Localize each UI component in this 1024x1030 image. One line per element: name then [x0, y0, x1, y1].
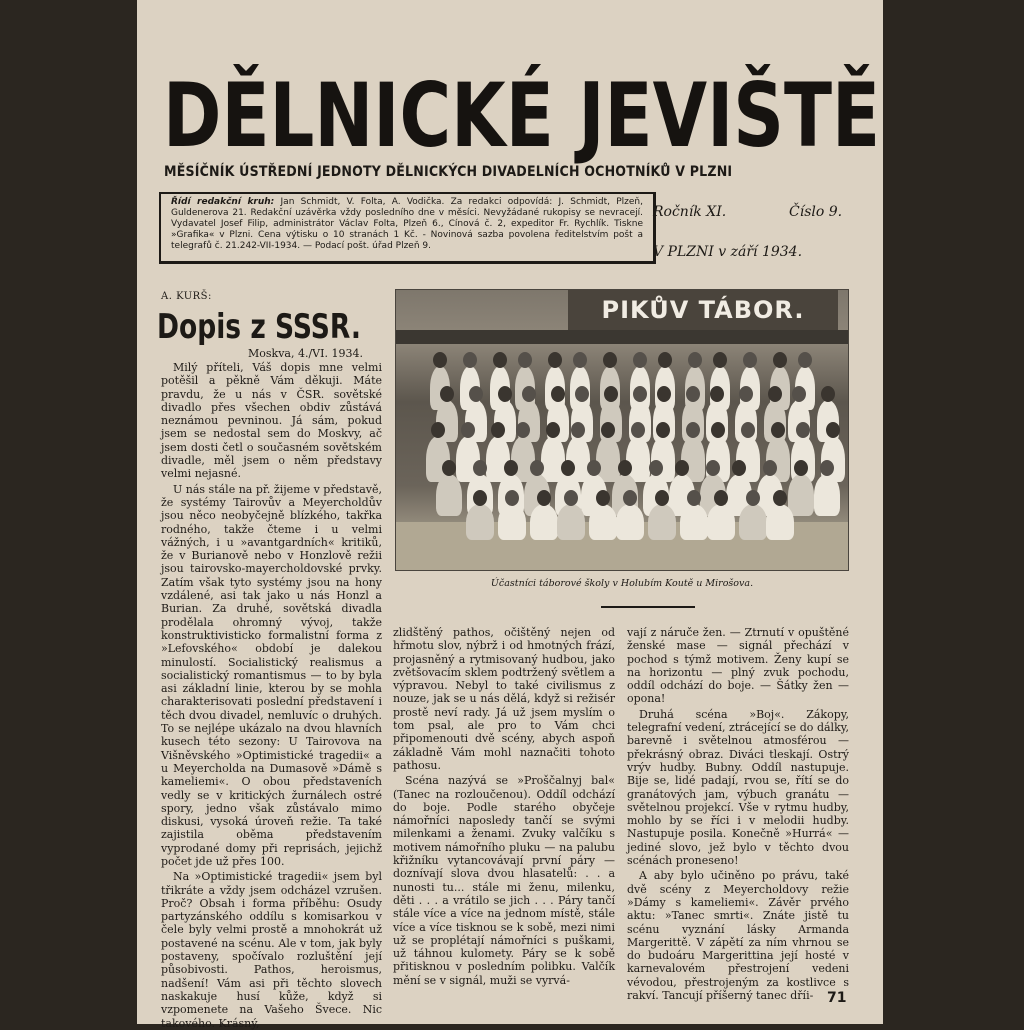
photo-person-head — [658, 352, 672, 368]
paragraph: zlidštěný pathos, očištěný nejen od hřmotu slov, nýbrž i od hmotných frází, projasněný a rytmisovaný hudbou, jako zvětšovacím sklem podtržený světlem a výpravou. Nebyl to také civilismus z nouze, jak se u nás dělá, když si režisér prostě neví rady. Já už jsem myslím o tom psal, ale pro to Vám chci připomenouti dvě scény, abych aspoň základně Vám mohl naznačiti tohoto pathosu. — [393, 626, 615, 772]
photo-person-head — [516, 422, 530, 438]
photo-person-head — [440, 386, 454, 402]
article-dateline: Moskva, 4./VI. 1934. — [248, 347, 363, 360]
photo-person — [648, 504, 676, 540]
photo-person-head — [714, 490, 728, 506]
newspaper-page — [137, 0, 883, 1030]
paragraph: Scéna nazývá se »Proščalnyj bal« (Tanec na rozloučenou). Oddíl odchází do boje. Podle starého obyčeje námořníci naposledy tančí se svými milenkami a ženami. Zvuky valčíku s motivem námořního pluku — na palubu křižníku vytancovávají první páry — doznívají slova dvou hlasatelů: . . a nunosti tu... stále mi ženu, milenku, děti . . . a vrátilo se jich . . . Páry tančí stále více a více na jednom místě, stále více a více tisknou se k sobě, mezi nimi už se proplétají námořníci s puškami, už táhnou kulomety. Páry se k sobě přitisknou v posledním polibku. Valčík mění se v signál, muži se vyrvá- — [393, 774, 615, 987]
photo-person-head — [442, 460, 456, 476]
photo-person-head — [537, 490, 551, 506]
photo-person-head — [633, 386, 647, 402]
masthead-title: DĚLNICKÉ JEVIŠTĚ — [163, 64, 881, 167]
photo-person-head — [711, 422, 725, 438]
photo-person-head — [575, 386, 589, 402]
photo-person-head — [548, 352, 562, 368]
photo-person-head — [631, 422, 645, 438]
photo-person-head — [743, 352, 757, 368]
photo-person-head — [564, 490, 578, 506]
photo-person-head — [596, 490, 610, 506]
photo-person-head — [794, 460, 808, 476]
photo-person-head — [821, 386, 835, 402]
photo-person-head — [773, 490, 787, 506]
photo-person-head — [601, 422, 615, 438]
photo-person-head — [618, 460, 632, 476]
issue-year: Ročník XI. — [653, 204, 727, 220]
photo-person-head — [655, 490, 669, 506]
photo-person-head — [504, 460, 518, 476]
photo-person-head — [551, 386, 565, 402]
photo-person — [557, 504, 585, 540]
photo-person-head — [633, 352, 647, 368]
photo-person — [739, 504, 767, 540]
issue-number: Číslo 9. — [789, 204, 843, 220]
photo-person — [436, 474, 462, 516]
photo-person-head — [587, 460, 601, 476]
photo-person-head — [469, 386, 483, 402]
separator-rule — [601, 606, 695, 608]
photo-person-head — [603, 352, 617, 368]
photo-person-head — [687, 490, 701, 506]
photo-person — [498, 504, 526, 540]
photo-person-head — [771, 422, 785, 438]
text-column-left — [161, 361, 382, 1030]
photo-person-head — [710, 386, 724, 402]
photo-person-head — [433, 352, 447, 368]
paragraph: vají z náruče žen. — Ztrnutí v opuštěné ženské mase — signál přechází v pochod s týmž motivem. Ženy kupí se na horizontu — plný zvuk pochodu, oddíl odchází do boje. — Šátky žen — opona! — [627, 626, 849, 706]
photo-roof — [396, 330, 848, 344]
photo-person-head — [768, 386, 782, 402]
paragraph: Na »Optimistické tragedii« jsem byl třikráte a vždy jsem odcházel vzrušen. Proč? Obsah i forma příběhu: Osudy partyzánského oddílu s komisarkou v čele byly velmi prostě a mnohokrát už postavené na scénu. Ale v tom, jak byly postaveny, spočívalo rozluštění její působivosti. Pathos, heroismus, nadšení! Vám asi při těchto slovech naskakuje husí kůže, když si vzpomenete na Vašeho Švece. Nic takového. Krásný, — [161, 870, 382, 1030]
photo-person — [766, 504, 794, 540]
photo-caption: Účastníci táborové školy v Holubím Koutě u Mirošova. — [490, 578, 754, 589]
paragraph: U nás stále na př. žijeme v představě, že systémy Tairovův a Meyercholdův jsou něco neobyčejně blízkého, takřka rodného, takže čteme i u velmi vážných, i u »avantgardních« kritiků, že v Burianově nebo v Honzlově režii jsou tairovsko-mayercholdovské prvky. Zatím však tyto systémy jsou na hony vzdálené, asi tak jako u nás Honzl a Burian. Za druhé, sovětská divadla prodělala ohromný vývoj, takže konstruktivisticko formalistní forma z »Lefovského« období je dalekou minulostí. Socialistický realismus a socialistický romantismus — to by byla asi základní linie, kterou by se mohla charakterisovati poslední představení i těch dvou divadel, nemluvíc o druhých. To se nejlépe ukázalo na dvou hlavních kusech této sezony: U Tairovova na Višněvského »Optimistické tragedii« a u Meyercholda na Dumasově »Dámě s kameliemi«. O obou představeních vedly se v kritických žurnálech ostré spory, jedno však zůstávalo mimo diskusi, vysoká úroveň režie. Ta také zajistila oběma představením vyprodané domy při reprisách, jejichž počet jde už přes 100. — [161, 482, 382, 868]
photo-person-head — [561, 460, 575, 476]
photo-person-head — [571, 422, 585, 438]
photo-person — [589, 504, 617, 540]
issue-place-date: V PLZNI v září 1934. — [653, 244, 803, 260]
photo-person-head — [491, 422, 505, 438]
page-number: 71 — [827, 990, 847, 1006]
text-column-right — [627, 626, 849, 1001]
photo-sign: PIKŮV TÁBOR. — [568, 290, 838, 330]
photo-person-head — [686, 386, 700, 402]
masthead-subtitle: MĚSÍČNÍK ÚSTŘEDNÍ JEDNOTY DĚLNICKÝCH DIVADELNÍCH OCHOTNÍKŮ V PLZNI — [164, 164, 733, 180]
photo-person-head — [686, 422, 700, 438]
photo-person-head — [706, 460, 720, 476]
group-photo — [395, 289, 849, 571]
photo-person-head — [649, 460, 663, 476]
photo-person-head — [498, 386, 512, 402]
photo-person-head — [688, 352, 702, 368]
article-author: A. KURŠ: — [161, 291, 212, 302]
photo-person-head — [431, 422, 445, 438]
photo-person-head — [739, 386, 753, 402]
photo-person-head — [518, 352, 532, 368]
photo-person-head — [763, 460, 777, 476]
photo-person-head — [826, 422, 840, 438]
paragraph: Druhá scéna »Boj«. Zákopy, telegrafní vedení, ztrácející se do dálky, barevně i světelnou atmosférou — překrásný obraz. Diváci tleskají. Ostrý vrýv hudby. Bubny. Oddíl nastupuje. Bije se, lidé padají, rvou se, řítí se do granátových jam, výbuch granátu — světelnou projekcí. Vše v rytmu hudby, mohlo by se říci i v melodii hudby. Nastupuje posila. Konečně »Hurrá« — jediné slovo, jež bylo v těchto dvou scénách proneseno! — [627, 707, 849, 868]
photo-person — [466, 504, 494, 540]
photo-person-head — [820, 460, 834, 476]
photo-person-head — [732, 460, 746, 476]
photo-person — [814, 474, 840, 516]
photo-person-head — [461, 422, 475, 438]
imprint-text: Jan Schmidt, V. Folta, A. Vodička. Za redakci odpovídá: J. Schmidt, Plzeň, Guldenerova 21. Redakční uzávěrka vždy posledního dne v měsíci. Nevyžádané rukopisy se nevracejí. Vydavatel Josef Filip, administrátor Václav Folta, Plzeň 6., Cínová č. 2, expeditor Fr. Rychlík. Tiskne »Grafika« v Plzni. Cena výtisku o 10 stranách 1 Kč. - Novinová sazba povolena ředitelstvím pošt a telegrafů č. 21.242-VII-1934. — Podací pošt. úřad Plzeň 9. — [171, 197, 643, 251]
paragraph: A aby bylo učiněno po právu, také dvě scény z Meyercholdovy režie »Dámy s kameliemi«. Závěr prvého aktu: »Tanec smrti«. Znáte jistě tu scénu vyznání lásky Armanda Margerittě. V zápětí za ním vhrnou se do budoáru Margerittina její hosté v karnevalovém přestrojení vedeni vévodou, přestrojeným za kostlivce s rakví. Tancují příšerný tanec dříi- — [627, 869, 849, 1003]
photo-person-head — [546, 422, 560, 438]
article-title: Dopis z SSSR. — [157, 307, 361, 347]
photo-person-head — [746, 490, 760, 506]
photo-person — [616, 504, 644, 540]
imprint-lead: Řídí redakční kruh: — [171, 197, 275, 207]
photo-person — [788, 474, 814, 516]
paragraph: Milý příteli, Váš dopis mne velmi potěšil a pěkně Vám děkuji. Máte pravdu, že u nás v ČSR. sovětské divadlo přes všechen obdiv zůstává neznámou pevninou. Já sám, pokud jsem se nedostal sem do Moskvy, ač jsem dosti četl o současném sovětském divadle, měl jsem o něm představy velmi nejasné. — [161, 361, 382, 481]
photo-person-head — [773, 352, 787, 368]
photo-person-head — [656, 422, 670, 438]
photo-person-head — [522, 386, 536, 402]
photo-person-head — [505, 490, 519, 506]
photo-person-head — [741, 422, 755, 438]
photo-person-head — [675, 460, 689, 476]
photo-person-head — [473, 490, 487, 506]
photo-person-head — [657, 386, 671, 402]
photo-person-head — [473, 460, 487, 476]
photo-person-head — [796, 422, 810, 438]
photo-person-head — [530, 460, 544, 476]
photo-person-head — [573, 352, 587, 368]
photo-person-head — [623, 490, 637, 506]
photo-person — [707, 504, 735, 540]
imprint-box — [159, 192, 656, 264]
photo-person-head — [798, 352, 812, 368]
photo-person-head — [463, 352, 477, 368]
photo-person — [680, 504, 708, 540]
photo-person-head — [713, 352, 727, 368]
photo-person-head — [493, 352, 507, 368]
text-column-middle — [393, 626, 615, 1001]
photo-person-head — [792, 386, 806, 402]
photo-person — [530, 504, 558, 540]
photo-person-head — [604, 386, 618, 402]
